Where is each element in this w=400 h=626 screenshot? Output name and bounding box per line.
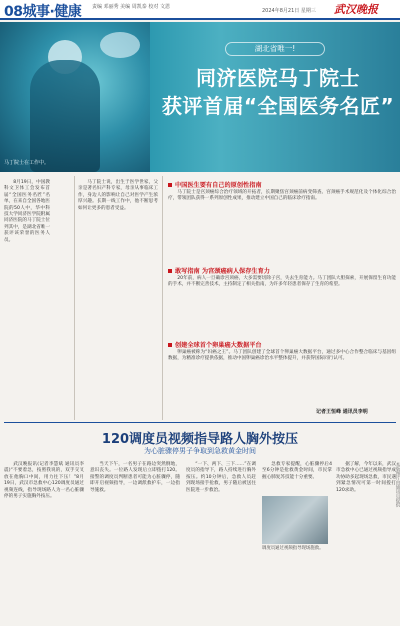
newspaper-logo: 武汉晚报	[334, 3, 378, 16]
intro-paragraph: 8月19日，中国教科文卫体工会发布首届“全国医务名匠”名单，在来自全国各地医院的50人中，华中科技大学同济医学院附属同济医院的马丁院士位列其中，是湖北省唯一获评该荣誉的医务人员。	[4, 180, 50, 243]
story-divider	[4, 422, 396, 423]
body-paragraph: “一下、两下、三下……”在调度员的指导下，路人持续进行胸外按压。约10分钟后，急救人员赶到现场接手抢救，男子随后被送往医院进一步救治。	[186, 462, 256, 493]
column-rule	[162, 176, 163, 420]
section-head-text: 中国医生要有自己的原创性指南	[175, 182, 262, 189]
section-body-2	[168, 276, 396, 290]
story2-col-1	[4, 462, 84, 501]
reporter-byline: 记者王恒峰 通讯员李明	[316, 409, 368, 415]
section-head-3	[168, 340, 262, 349]
hero-photo-caption: 马丁院士在工作中。	[4, 160, 50, 166]
surgeon-figure	[30, 60, 100, 172]
story2-col-4	[262, 462, 332, 482]
square-bullet-icon	[168, 343, 172, 347]
body-paragraph: 武汉晚报讯(记者李慧斌 通讯员李震)“不要着急，按照我说的，双手交叉放在他胸口中间，用力往下压！”8月19日，武汉市急救中心120调度员通过视频连线，指导现场路人为一名心脏骤停的男子实施胸外按压。	[4, 462, 84, 500]
surgical-light	[100, 32, 140, 58]
square-bullet-icon	[168, 269, 172, 273]
section-body-3	[168, 350, 396, 364]
story2-photo	[262, 496, 328, 544]
story2-subheadline: 为心脏骤停男子争取到急救黄金时间	[144, 447, 256, 455]
editor-credits: 责编 邓丽秀 美编 周凯泰 校对 文恩	[92, 4, 170, 10]
headline-line2: 获评首届“全国医务名匠”	[161, 94, 395, 118]
masthead	[0, 0, 400, 20]
story2-col-2	[90, 462, 180, 495]
section-body-1	[168, 190, 396, 204]
body-paragraph: 20年前，病人一旦确诊宫颈癌，大多需要切除子宫，失去生育能力。马丁团队大胆探索，开展保留生育功能的手术，并不断完善技术，主持制定了相关指南，为许多年轻患者保存了生育的希望。	[168, 276, 396, 288]
issue-date: 2024年8月21日 星期三	[262, 8, 316, 14]
body-paragraph: 当天下午，一名男子在路边突然倒地，意识丧失。一位路人发现后立即拨打120。接警的调度员判断患者可能为心脏骤停，随即开启视频指导，一边调派救护车，一边指导施救。	[90, 462, 180, 493]
side-credit: 本版图片由通讯员提供	[395, 462, 400, 507]
body-paragraph: 马丁院士是宫颈癌综合治疗领域的开拓者，长期聚焦宫颈癌前病变筛查、宫颈癌手术规范化及个体化综合治疗，带领团队获得一系列原创性成果，推动建立中国自己的临床诊疗指南。	[168, 190, 396, 202]
body-paragraph: 卵巢癌被称为“妇癌之王”。马丁团队创建了全球首个卵巢癌大数据平台，通过多中心合作整合临床与基因组数据，为精准诊疗提供依据，推动中国卵巢癌诊治水平整体提升，并获得国际同行认可。	[168, 350, 396, 362]
section-head-1	[168, 180, 262, 189]
section-head-text: 创建全球首个卵巢癌大数据平台	[175, 342, 262, 349]
square-bullet-icon	[168, 183, 172, 187]
story2-photo-caption: 调度员通过视频指导现场施救。	[262, 546, 324, 551]
hero-photo	[0, 22, 150, 172]
section-head-2	[168, 266, 270, 275]
headline-line1: 同济医院马丁院士	[196, 66, 360, 90]
section-title: 08城事·健康	[4, 4, 82, 20]
story2-headline: 120调度员视频指导路人胸外按压	[101, 432, 299, 447]
body-paragraph: 急救专家提醒，心脏骤停后4至6分钟是抢救黄金时间，市民掌握心肺复苏技能十分重要。	[262, 462, 332, 480]
section-head-text: 敢写指南 为宫颈癌病人保存生育力	[175, 268, 270, 275]
column-rule	[74, 176, 75, 420]
story2-col-5	[336, 462, 396, 495]
story1-mid	[78, 180, 158, 213]
hero-banner	[0, 22, 400, 172]
hero-badge: 湖北省唯一!	[225, 42, 325, 56]
story2-col-3	[186, 462, 256, 495]
mid-paragraph: 马丁院士说，出生于医学世家，父亲是著名妇产科专家，母亲从事临床工作，身边人的影响让自己对医学产生浓厚兴趣。长期一线工作中，他不断思考如何让更多的患者受益。	[78, 180, 158, 211]
story1-intro	[4, 180, 50, 245]
body-paragraph: 据了解，今年以来，武汉市急救中心已通过视频指导成功协助多起现场急救，市民遇到紧急情况可第一时间拨打120求助。	[336, 462, 396, 493]
